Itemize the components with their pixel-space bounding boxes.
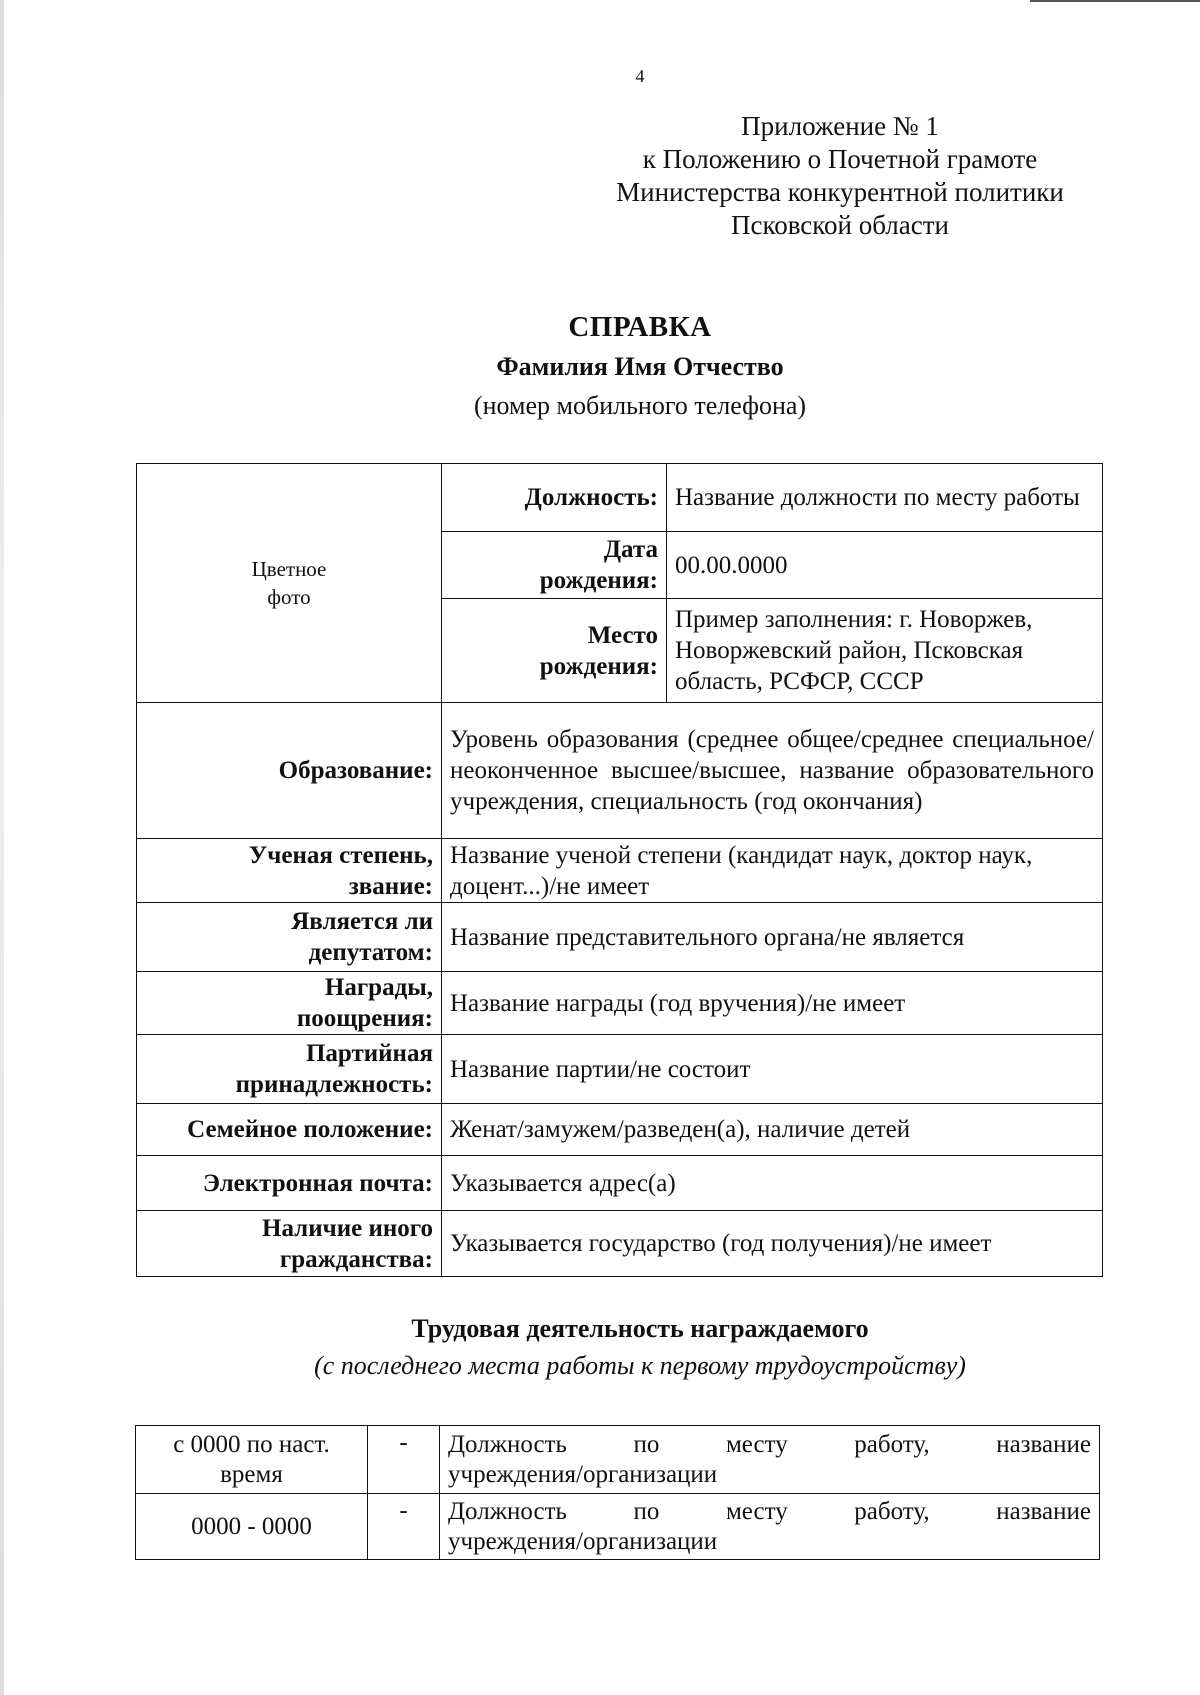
party-value: Название партии/не состоит	[442, 1035, 1103, 1104]
photo-label: Цветное	[251, 557, 327, 581]
table-row	[137, 903, 1103, 972]
birth-place-value: Пример заполнения: г. Новоржев, Новоржевский район, Псковская область, РСФСР, СССР	[667, 599, 1103, 703]
table-row	[137, 972, 1103, 1035]
appendix-line: Псковской области	[730, 210, 949, 240]
description-line: Должность по месту работу, название	[448, 1430, 1091, 1458]
info-table	[136, 463, 1103, 1277]
appendix-line: к Положению о Почетной грамоте	[642, 144, 1038, 174]
citizenship-value: Указывается государство (год получения)/не имеет	[442, 1211, 1103, 1277]
birth-date-value: 00.00.0000	[667, 532, 1103, 599]
description-line: Должность по месту работу, название	[448, 1497, 1091, 1525]
work-history-table	[135, 1425, 1100, 1560]
work-description	[440, 1426, 1100, 1494]
label-line: Награды,	[324, 974, 433, 1001]
phone-note: (номер мобильного телефона)	[473, 391, 807, 420]
deputy-label	[137, 903, 442, 972]
label-line: рождения:	[539, 652, 658, 680]
table-row	[137, 1035, 1103, 1104]
table-row	[136, 1494, 1100, 1560]
label-line: Место	[587, 621, 658, 649]
label-line: Партийная	[305, 1040, 433, 1067]
person-name: Фамилия Имя Отчество	[496, 352, 784, 381]
label-line: Дата	[603, 536, 658, 563]
birth-place-label	[442, 599, 667, 703]
table-row	[136, 1426, 1100, 1494]
label-line: гражданства:	[279, 1245, 433, 1273]
table-row	[137, 1156, 1103, 1211]
table-row	[137, 1104, 1103, 1156]
degree-label	[137, 839, 442, 903]
appendix-header	[560, 110, 1120, 242]
scan-edge	[0, 0, 4, 1695]
party-label	[137, 1035, 442, 1104]
description-line: учреждения/организации	[448, 1460, 718, 1488]
work-dash: -	[368, 1426, 440, 1494]
label-line: звание:	[348, 872, 433, 900]
document-title: СПРАВКА	[568, 311, 712, 343]
table-row	[137, 1211, 1103, 1277]
awards-label	[137, 972, 442, 1035]
position-value: Название должности по месту работы	[667, 464, 1103, 532]
period-line: с 0000 по наст.	[173, 1430, 330, 1458]
citizenship-label	[137, 1211, 442, 1277]
period-line: время	[220, 1460, 283, 1488]
table-row	[137, 839, 1103, 903]
appendix-line: Министерства конкурентной политики	[616, 177, 1064, 207]
work-period	[136, 1426, 368, 1494]
label-line: Является ли	[291, 908, 433, 935]
work-section-subtitle: (с последнего места работы к первому трудоустройству)	[314, 1351, 966, 1380]
period-line: 0000 - 0000	[191, 1512, 312, 1540]
awards-value: Название награды (год вручения)/не имеет	[442, 972, 1103, 1035]
page-number: 4	[635, 66, 645, 86]
label-line: Наличие иного	[262, 1214, 433, 1242]
work-section-title: Трудовая деятельность награждаемого	[411, 1314, 869, 1343]
education-value: Уровень образования (среднее общее/среднее специальное/неоконченное высшее/высшее, название образовательного учреждения, специальность (год окончания)	[442, 703, 1103, 839]
appendix-line: Приложение № 1	[741, 111, 939, 141]
family-value: Женат/замужем/разведен(а), наличие детей	[442, 1104, 1103, 1156]
family-label: Семейное положение:	[137, 1104, 442, 1156]
photo-placeholder	[137, 464, 442, 703]
work-period	[136, 1494, 368, 1560]
work-dash: -	[368, 1494, 440, 1560]
label-line: Ученая степень,	[248, 841, 433, 869]
deputy-value: Название представительного органа/не является	[442, 903, 1103, 972]
table-row	[137, 464, 1103, 532]
photo-label: фото	[267, 585, 311, 609]
position-label: Должность:	[442, 464, 667, 532]
email-label: Электронная почта:	[137, 1156, 442, 1211]
education-label: Образование:	[137, 703, 442, 839]
birth-date-label	[442, 532, 667, 599]
scan-line	[1030, 0, 1200, 2]
label-line: рождения:	[539, 567, 658, 594]
description-line: учреждения/организации	[448, 1527, 718, 1555]
email-value: Указывается адрес(а)	[442, 1156, 1103, 1211]
label-line: принадлежность:	[235, 1071, 433, 1098]
label-line: депутатом:	[308, 939, 433, 966]
label-line: поощрения:	[296, 1005, 433, 1032]
table-row	[137, 703, 1103, 839]
work-description	[440, 1494, 1100, 1560]
degree-value: Название ученой степени (кандидат наук, доктор наук, доцент...)/не имеет	[442, 839, 1103, 903]
